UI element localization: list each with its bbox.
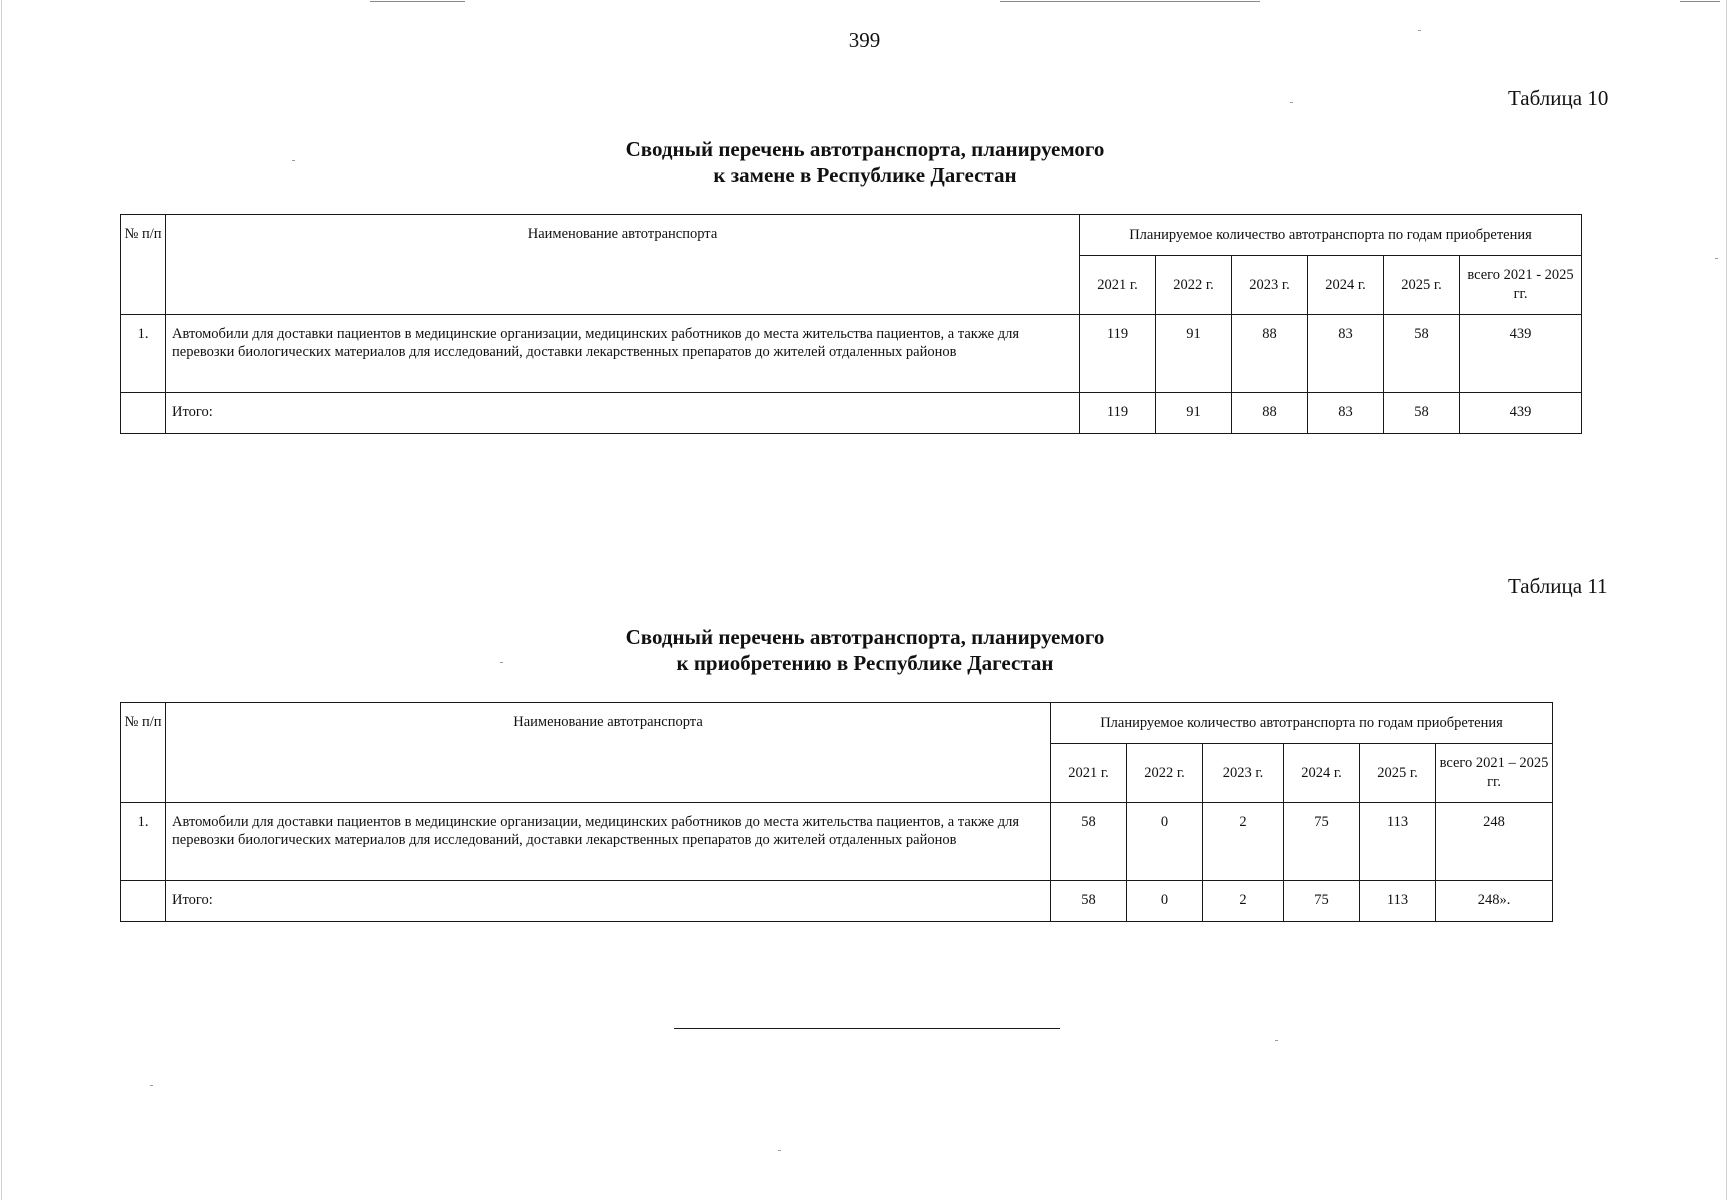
header-name: Наименование автотранспорта (166, 215, 1080, 315)
header-year: 2022 г. (1127, 744, 1203, 803)
row-value: 0 (1127, 803, 1203, 881)
header-year: 2024 г. (1308, 256, 1384, 315)
totals-value: 88 (1232, 393, 1308, 434)
table-caption: Таблица 10 (1508, 86, 1609, 110)
header-year: 2024 г. (1284, 744, 1360, 803)
totals-total: 248». (1436, 881, 1553, 922)
row-name: Автомобили для доставки пациентов в медицинские организации, медицинских работников до места жительства пациентов, а также для перевозки биологических материалов для исследований, доставки лекарственных препаратов до жителей отдаленных районов (166, 315, 1080, 393)
totals-value: 58 (1051, 881, 1127, 922)
totals-value: 91 (1156, 393, 1232, 434)
totals-row (121, 393, 1582, 434)
header-year: 2025 г. (1360, 744, 1436, 803)
scan-artifact (150, 1085, 153, 1086)
header-total: всего 2021 – 2025 гг. (1436, 744, 1553, 803)
row-value: 91 (1156, 315, 1232, 393)
header-num: № п/п (121, 215, 166, 315)
header-year: 2025 г. (1384, 256, 1460, 315)
totals-label: Итого: (166, 881, 1051, 922)
row-value: 119 (1080, 315, 1156, 393)
table-title (420, 624, 1310, 676)
totals-row (121, 881, 1553, 922)
row-total: 439 (1460, 315, 1582, 393)
transport-table (120, 702, 1553, 922)
header-year: 2023 г. (1232, 256, 1308, 315)
scan-artifact (292, 160, 295, 161)
header-year: 2021 г. (1051, 744, 1127, 803)
table-title-line: к замене в Республике Дагестан (713, 163, 1017, 187)
scan-artifact (1290, 102, 1293, 103)
header-year: 2021 г. (1080, 256, 1156, 315)
header-year: 2023 г. (1203, 744, 1284, 803)
totals-num-empty (121, 393, 166, 434)
row-value: 2 (1203, 803, 1284, 881)
page-number: 399 (848, 28, 881, 52)
table-title-line: Сводный перечень автотранспорта, планируемого (625, 137, 1105, 161)
scan-artifact (1680, 1, 1720, 2)
header-year: 2022 г. (1156, 256, 1232, 315)
totals-value: 119 (1080, 393, 1156, 434)
row-value: 113 (1360, 803, 1436, 881)
totals-value: 75 (1284, 881, 1360, 922)
footer-rule (674, 1028, 1060, 1029)
row-value: 88 (1232, 315, 1308, 393)
row-value: 75 (1284, 803, 1360, 881)
row-value: 58 (1051, 803, 1127, 881)
header-year-group: Планируемое количество автотранспорта по годам приобретения (1080, 215, 1582, 256)
scan-artifact (1275, 1040, 1278, 1041)
totals-num-empty (121, 881, 166, 922)
scan-artifact (370, 1, 465, 2)
scan-left-edge (1, 0, 2, 1200)
scan-artifact (778, 1150, 781, 1151)
totals-value: 2 (1203, 881, 1284, 922)
totals-value: 113 (1360, 881, 1436, 922)
table-caption: Таблица 11 (1508, 574, 1608, 598)
totals-value: 0 (1127, 881, 1203, 922)
header-year-group: Планируемое количество автотранспорта по годам приобретения (1051, 703, 1553, 744)
table-title-line: Сводный перечень автотранспорта, планируемого (625, 625, 1105, 649)
row-total: 248 (1436, 803, 1553, 881)
transport-table (120, 214, 1582, 434)
totals-value: 83 (1308, 393, 1384, 434)
totals-label: Итого: (166, 393, 1080, 434)
row-name: Автомобили для доставки пациентов в медицинские организации, медицинских работников до места жительства пациентов, а также для перевозки биологических материалов для исследований, доставки лекарственных препаратов до жителей отдаленных районов (166, 803, 1051, 881)
row-value: 58 (1384, 315, 1460, 393)
header-total: всего 2021 - 2025 гг. (1460, 256, 1582, 315)
totals-total: 439 (1460, 393, 1582, 434)
table-row (121, 803, 1553, 881)
totals-value: 58 (1384, 393, 1460, 434)
row-value: 83 (1308, 315, 1384, 393)
table-title-line: к приобретению в Республике Дагестан (676, 651, 1054, 675)
row-num: 1. (121, 315, 166, 393)
scan-artifact (1000, 1, 1260, 2)
row-num: 1. (121, 803, 166, 881)
table-title (420, 136, 1310, 188)
header-num: № п/п (121, 703, 166, 803)
table-row (121, 315, 1582, 393)
header-name: Наименование автотранспорта (166, 703, 1051, 803)
scan-right-edge (1726, 0, 1727, 1200)
scan-artifact (1715, 258, 1718, 259)
